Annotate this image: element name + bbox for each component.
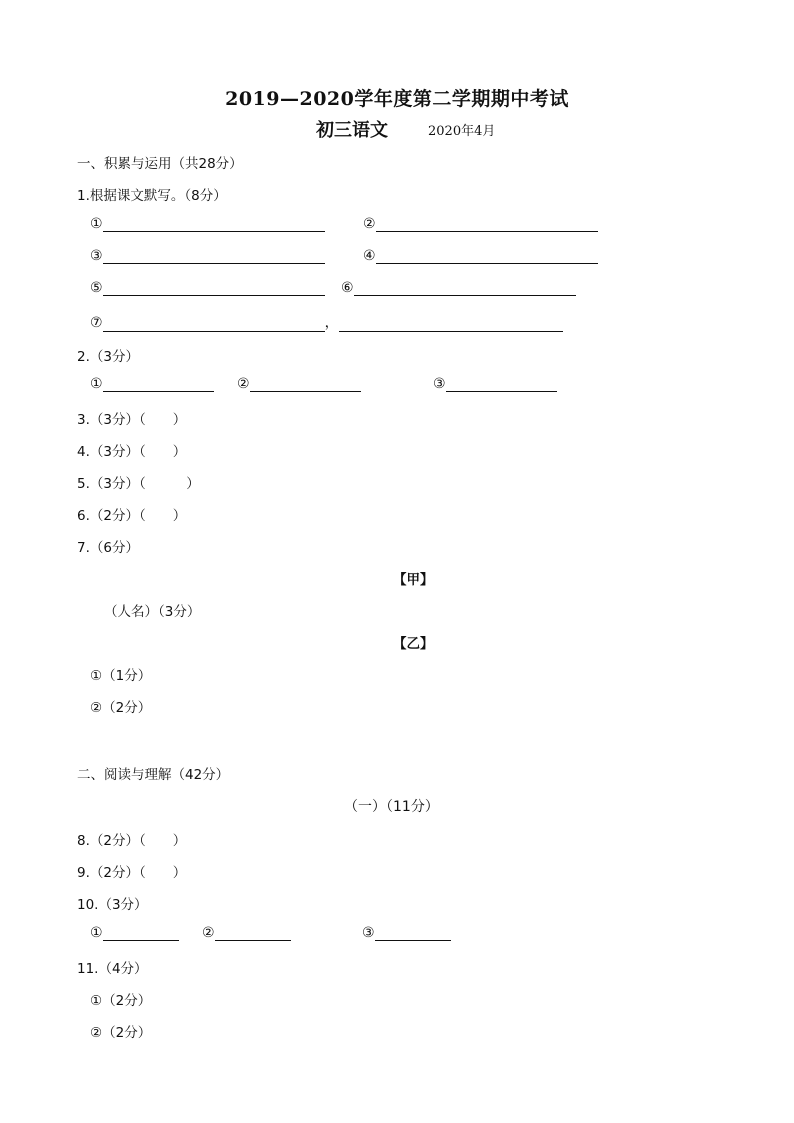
circle-number: ① xyxy=(90,216,103,232)
circle-number: ⑥ xyxy=(341,280,354,296)
question-7-label: 7.（6分） xyxy=(77,540,139,556)
answer-blank[interactable] xyxy=(103,377,214,392)
answer-blank[interactable] xyxy=(446,377,557,392)
question-3: 3.（3分）（ ） xyxy=(77,412,187,428)
circle-number: ① xyxy=(90,925,103,941)
comma: ， xyxy=(324,315,339,331)
question-2-label: 2.（3分） xyxy=(77,349,139,365)
answer-row-3 xyxy=(90,248,325,264)
circle-number: ⑤ xyxy=(90,280,103,296)
answer-q2-2 xyxy=(237,376,361,392)
yi-item-2: ②（2分） xyxy=(90,700,152,716)
section-heading-2: 二、阅读与理解（42分） xyxy=(77,767,230,783)
answer-q10-2 xyxy=(202,925,291,941)
answer-blank[interactable] xyxy=(339,317,563,332)
question-5: 5.（3分）（ ） xyxy=(77,476,200,492)
answer-q10-3 xyxy=(362,925,451,941)
circle-number: ② xyxy=(237,376,250,392)
circle-number: ④ xyxy=(363,248,376,264)
answer-row-2 xyxy=(363,216,598,232)
circle-number: ② xyxy=(363,216,376,232)
answer-blank[interactable] xyxy=(250,377,361,392)
answer-blank[interactable] xyxy=(103,249,325,264)
question-10-label: 10.（3分） xyxy=(77,897,148,913)
question-9: 9.（2分）（ ） xyxy=(77,865,187,881)
answer-q2-3 xyxy=(433,376,557,392)
answer-row-4 xyxy=(363,248,598,264)
answer-blank[interactable] xyxy=(103,317,325,332)
q11-item-2: ②（2分） xyxy=(90,1025,152,1041)
answer-row-6 xyxy=(341,280,576,296)
circle-number: ③ xyxy=(90,248,103,264)
answer-blank[interactable] xyxy=(376,249,598,264)
answer-blank[interactable] xyxy=(103,926,179,941)
answer-row-7 xyxy=(90,312,563,332)
circle-number: ① xyxy=(90,376,103,392)
answer-blank[interactable] xyxy=(354,281,576,296)
jia-item: （人名）（3分） xyxy=(104,604,201,620)
page-title: 2019—2020学年度第二学期期中考试 xyxy=(225,88,569,110)
circle-number: ② xyxy=(202,925,215,941)
question-8: 8.（2分）（ ） xyxy=(77,833,187,849)
answer-blank[interactable] xyxy=(103,281,325,296)
subheading-yi: 【乙】 xyxy=(393,636,434,652)
part-heading-1: （一）（11分） xyxy=(344,799,439,815)
exam-date: 2020年4月 xyxy=(428,124,496,139)
answer-row-1 xyxy=(90,216,325,232)
circle-number: ③ xyxy=(433,376,446,392)
answer-blank[interactable] xyxy=(376,217,598,232)
answer-blank[interactable] xyxy=(103,217,325,232)
answer-q2-1 xyxy=(90,376,214,392)
section-heading-1: 一、积累与运用（共28分） xyxy=(77,156,243,172)
circle-number: ③ xyxy=(362,925,375,941)
question-6: 6.（2分）（ ） xyxy=(77,508,187,524)
subheading-jia: 【甲】 xyxy=(393,572,434,588)
question-11-label: 11.（4分） xyxy=(77,961,148,977)
circle-number: ⑦ xyxy=(90,315,103,331)
answer-blank[interactable] xyxy=(375,926,451,941)
yi-item-1: ①（1分） xyxy=(90,668,152,684)
question-4: 4.（3分）（ ） xyxy=(77,444,187,460)
answer-row-5 xyxy=(90,280,325,296)
subject-title: 初三语文 xyxy=(316,120,388,141)
q11-item-1: ①（2分） xyxy=(90,993,152,1009)
question-1-label: 1.根据课文默写。（8分） xyxy=(77,188,227,204)
answer-q10-1 xyxy=(90,925,179,941)
answer-blank[interactable] xyxy=(215,926,291,941)
